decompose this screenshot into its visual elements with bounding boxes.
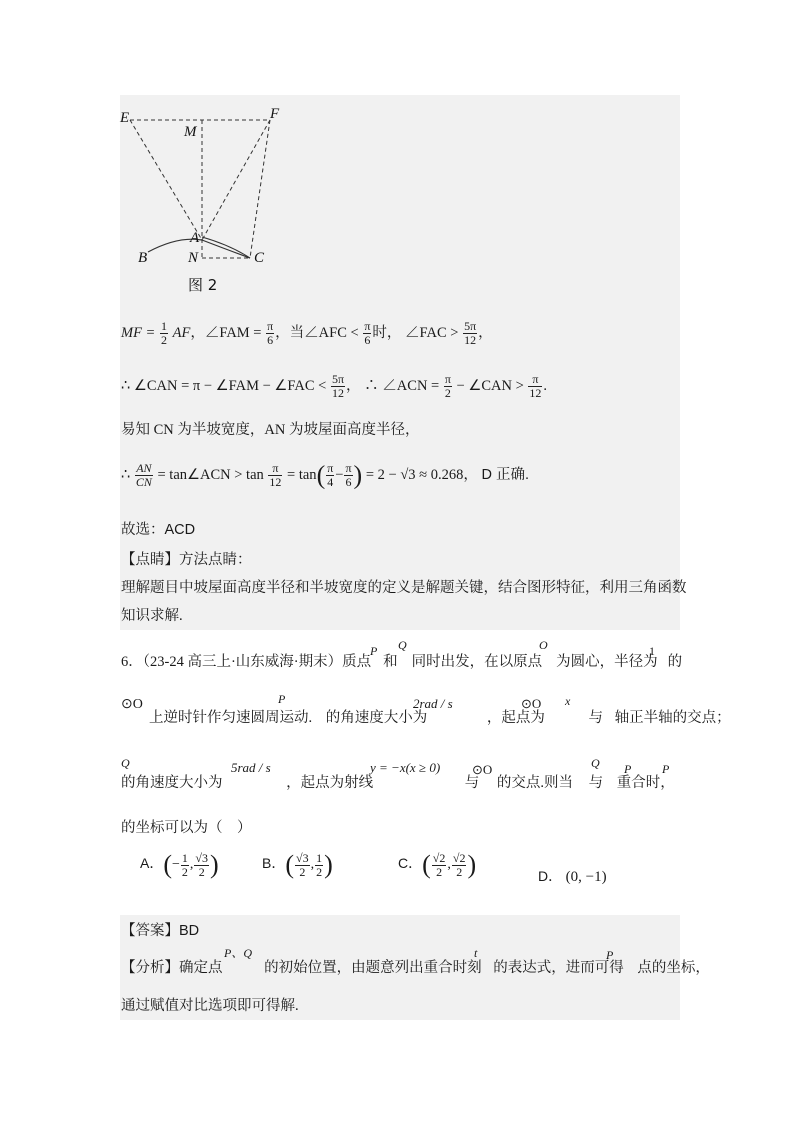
var-x: x — [565, 694, 571, 708]
analysis-start: 【分析】确定点 — [121, 960, 223, 976]
text-therefore: ∴ — [121, 466, 131, 483]
text-dang: ，当∠AFC < — [275, 324, 359, 341]
frac-5pi12: $\frac{5\pi}{12}$ — [464, 319, 477, 347]
analysis-coord: 点的坐标， — [637, 960, 710, 976]
q6-when: 的交点.则当 — [496, 775, 573, 791]
frac-sqrt2-c1: $\frac{√2}{2}$ — [432, 850, 446, 879]
minus-sign: − — [172, 857, 180, 873]
option-C[interactable]: C．( $\frac{√2}{2}$ , $\frac{√2}{2}$ ) — [398, 850, 477, 879]
frac-pi12-b: $\frac{\pi}{12}$ — [269, 461, 282, 489]
text-minus-can: − ∠CAN > — [456, 377, 524, 394]
frac-half-b: $\frac{1}{2}$ — [316, 850, 323, 879]
label-A: A — [190, 230, 200, 246]
label-E: E — [120, 110, 130, 126]
question-6-line-4: 的坐标可以为（ ） — [121, 820, 252, 836]
var-O: O — [539, 638, 548, 652]
frac-sqrt2-c2: $\frac{√2}{2}$ — [452, 850, 466, 879]
solution-line-3: 易知 CN 为半坡宽度，AN 为坡屋面高度半径， — [121, 422, 420, 438]
text-comma-2: ， — [346, 377, 361, 394]
comma-a: , — [189, 857, 194, 873]
answer-line — [121, 921, 199, 941]
q6-with-3: 与 — [588, 775, 604, 791]
frac-sqrt3-b: $\frac{√3}{2}$ — [296, 850, 309, 879]
edge-FA — [202, 120, 270, 240]
label-B: B — [138, 250, 148, 266]
analysis-middle: 的初始位置，由题意列出重合时刻 — [264, 960, 482, 976]
var-PQ: P、Q — [224, 946, 252, 960]
option-B-label: B． — [262, 855, 286, 872]
var-P-5: P — [606, 948, 614, 962]
frac-pi6: $\frac{\pi}{6}$ — [267, 319, 274, 347]
text-result: = 2 − √3 ≈ 0.268， — [365, 466, 478, 483]
q6-speed-p: 的角速度大小为 — [325, 710, 428, 726]
ray-equation: y = −x(x ≥ 0) — [370, 760, 441, 775]
dianjing-heading: 【点睛】方法点睛： — [121, 552, 252, 568]
question-6-line-3 — [121, 773, 675, 793]
frac-sqrt3-a: $\frac{√3}{2}$ — [195, 850, 209, 879]
q6-source: 6．（23-24 高三上·山东威海·期末）质点 — [121, 654, 372, 670]
frac-an-cn: $\frac{AN}{CN}$ — [135, 461, 152, 489]
rate-q: 5rad / s — [231, 760, 271, 775]
var-t: t — [474, 946, 478, 960]
q6-with: 与 — [588, 710, 603, 726]
analysis-line-2: 通过赋值对比选项即可得解. — [121, 998, 299, 1014]
label-M: M — [184, 124, 197, 140]
circle-O-3: ⊙O — [472, 762, 493, 777]
text-period: . — [543, 377, 547, 394]
frac-pi6-b: $\frac{\pi}{6}$ — [364, 319, 371, 347]
solution-line-2 — [121, 373, 547, 400]
explanation-line-1: 理解题目中坡屋面高度半径和半坡宽度的定义是解题关键，结合图形特征，利用三角函数 — [121, 580, 687, 596]
text-comma: ， — [478, 324, 493, 341]
var-P-4: P — [662, 762, 670, 776]
edge-FC — [250, 120, 270, 258]
q6-speed-q: 的角速度大小为 — [121, 775, 223, 791]
q6-start-q: ，起点为射线 — [286, 775, 374, 791]
option-A-label: A． — [140, 855, 164, 872]
option-D-value: (0, −1) — [565, 869, 607, 885]
var-P: P — [370, 644, 378, 658]
text-fac: ∠FAC > — [405, 324, 459, 341]
comma-c: , — [447, 857, 451, 873]
var-Q: Q — [398, 638, 407, 652]
frac-5pi12-b: $\frac{5\pi}{12}$ — [331, 372, 345, 400]
option-D-label: D． — [538, 868, 563, 884]
question-6-line-1 — [121, 652, 682, 672]
text-d-correct: D 正确. — [481, 466, 530, 483]
text-af: AF — [172, 324, 191, 341]
solution-line-4: ∴ $\frac{AN}{CN}$ = tan∠ACN > tan $\frac{\pi}{12}$ = tan( $\frac{\pi}{4}$ − $\frac{\pi}{6}$ ) = 2 − √3 ≈ 0.268， D 正确. — [121, 460, 530, 490]
q6-de: 的 — [667, 654, 683, 670]
var-Q-2: Q — [121, 756, 130, 770]
text-can: ∴ ∠CAN = π − ∠FAM − ∠FAC < — [121, 377, 327, 394]
q6-motion: 上逆时针作匀速圆周运动. — [149, 710, 313, 726]
frac-half: $\frac{1}{2}$ — [160, 319, 167, 347]
frac-pi6-c: $\frac{\pi}{6}$ — [345, 461, 352, 489]
option-B[interactable]: B．( $\frac{√3}{2}$ , $\frac{1}{2}$ ) — [262, 850, 333, 879]
choice-line: 故选：ACD — [121, 522, 196, 538]
analysis-then: 的表达式，进而可得 — [493, 960, 624, 976]
explanation-line-2: 知识求解. — [121, 608, 183, 624]
q6-center: 为圆心，半径为 — [556, 654, 658, 670]
text-shi: 时， — [372, 324, 402, 341]
text-fam: ，∠FAM = — [190, 324, 262, 341]
q6-x-axis: 轴正半轴的交点； — [614, 710, 731, 726]
circle-O: ⊙O — [121, 697, 143, 712]
var-Q-3: Q — [591, 756, 600, 770]
frac-pi4: $\frac{\pi}{4}$ — [327, 461, 334, 489]
rate-p: 2rad / s — [413, 696, 453, 711]
q6-depart: 同时出发，在以原点 — [411, 654, 543, 670]
q6-coincide: 重合时， — [616, 775, 675, 791]
q6-and: 和 — [383, 654, 398, 670]
label-N: N — [188, 250, 199, 266]
arc-AC-lower — [202, 240, 250, 258]
frac-pi12: $\frac{\pi}{12}$ — [529, 372, 542, 400]
figure-caption: 图 2 — [188, 276, 218, 294]
var-P-3: P — [624, 762, 632, 776]
geometry-figure — [118, 100, 298, 300]
q6-start-p: ，起点为 — [486, 710, 545, 726]
frac-half-a: $\frac{1}{2}$ — [181, 850, 188, 879]
frac-pi2: $\frac{\pi}{2}$ — [444, 372, 451, 400]
option-D[interactable] — [538, 866, 607, 886]
text-mf: MF = — [121, 324, 156, 341]
option-A[interactable]: A．(− $\frac{1}{2}$ , $\frac{√3}{2}$ ) — [140, 850, 219, 879]
label-F: F — [270, 106, 280, 122]
analysis-line-1 — [121, 958, 710, 978]
circle-O-2: ⊙O — [521, 696, 542, 711]
var-P-2: P — [278, 692, 286, 706]
text-acn: ∴ ∠ACN = — [364, 377, 440, 394]
text-tan: = tan — [287, 466, 317, 483]
q6-with-2: 与 — [464, 775, 480, 791]
var-radius: 1 — [649, 644, 655, 658]
solution-line-1 — [121, 320, 493, 347]
option-C-label: C． — [398, 855, 423, 872]
answer-text: 【答案】BD — [121, 923, 200, 939]
comma-b: , — [310, 857, 315, 873]
text-tan-acn: = tan∠ACN > tan — [157, 466, 264, 483]
label-C: C — [254, 250, 265, 266]
